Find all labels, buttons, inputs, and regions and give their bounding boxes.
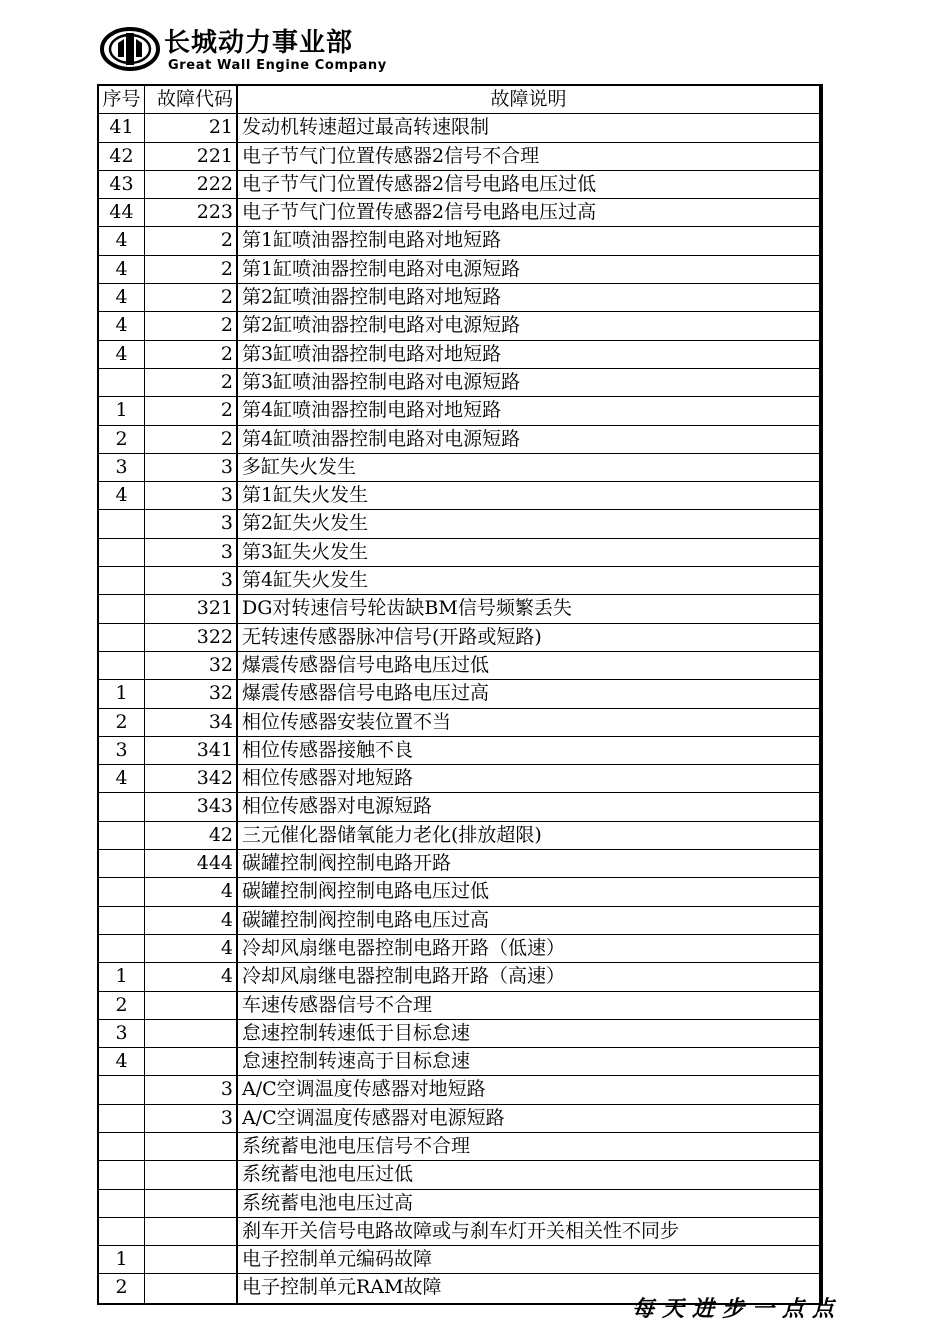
cell-fault-code [145, 1020, 238, 1047]
table-row [99, 171, 819, 199]
cell-fault-code: 223 [145, 199, 238, 226]
cell-index [99, 1161, 145, 1188]
cell-fault-code: 342 [145, 765, 238, 792]
cell-description: 第4缸喷油器控制电路对电源短路 [242, 427, 521, 450]
cell-fault-code [145, 1218, 238, 1245]
company-name-en: Great Wall Engine Company [168, 58, 387, 73]
table-row [99, 878, 819, 906]
table-row [99, 1048, 819, 1076]
cell-description: DG对转速信号轮齿缺BM信号频繁丢失 [242, 597, 572, 620]
table-row [99, 114, 819, 142]
table-row [99, 1020, 819, 1048]
column-header-code: 故障代码 [145, 86, 238, 113]
table-row [99, 312, 819, 340]
cell-index: 3 [99, 454, 145, 481]
cell-index: 43 [99, 171, 145, 198]
table-row [99, 284, 819, 312]
cell-description: 电子控制单元编码故障 [242, 1248, 433, 1271]
cell-description: 第3缸喷油器控制电路对电源短路 [242, 370, 521, 393]
column-header-index: 序号 [99, 86, 145, 113]
table-row [99, 624, 819, 652]
fault-code-table [97, 84, 823, 1305]
table-row [99, 595, 819, 623]
cell-fault-code: 343 [145, 793, 238, 820]
cell-description: 第1缸喷油器控制电路对电源短路 [242, 257, 521, 280]
cell-fault-code: 444 [145, 850, 238, 877]
cell-description: A/C空调温度传感器对电源短路 [242, 1106, 505, 1129]
cell-description: 第1缸失火发生 [242, 484, 369, 507]
cell-fault-code [145, 992, 238, 1019]
cell-description: 刹车开关信号电路故障或与刹车灯开关相关性不同步 [242, 1219, 680, 1242]
cell-index [99, 878, 145, 905]
company-logo [100, 27, 420, 77]
cell-index: 4 [99, 312, 145, 339]
cell-fault-code [145, 1274, 238, 1302]
table-row [99, 1218, 819, 1246]
cell-fault-code: 42 [145, 822, 238, 849]
cell-fault-code: 3 [145, 1105, 238, 1132]
table-row [99, 765, 819, 793]
cell-fault-code: 4 [145, 907, 238, 934]
table-row [99, 1105, 819, 1133]
cell-index: 4 [99, 482, 145, 509]
cell-fault-code: 2 [145, 397, 238, 424]
cell-index: 41 [99, 114, 145, 141]
cell-index [99, 369, 145, 396]
cell-description: 发动机转速超过最高转速限制 [242, 116, 490, 139]
cell-fault-code: 341 [145, 737, 238, 764]
cell-fault-code: 2 [145, 256, 238, 283]
cell-description: 电子控制单元RAM故障 [242, 1276, 442, 1299]
cell-fault-code: 34 [145, 709, 238, 736]
table-row [99, 454, 819, 482]
cell-description: 第2缸喷油器控制电路对电源短路 [242, 314, 521, 337]
cell-fault-code: 3 [145, 539, 238, 566]
cell-description: 电子节气门位置传感器2信号电路电压过高 [242, 201, 597, 224]
cell-fault-code: 3 [145, 567, 238, 594]
cell-description: 第1缸喷油器控制电路对地短路 [242, 229, 502, 252]
table-row [99, 1190, 819, 1218]
table-row [99, 510, 819, 538]
cell-fault-code: 4 [145, 963, 238, 990]
cell-index [99, 539, 145, 566]
cell-fault-code [145, 1190, 238, 1217]
cell-fault-code: 32 [145, 652, 238, 679]
cell-fault-code [145, 1246, 238, 1273]
cell-index: 4 [99, 227, 145, 254]
cell-index [99, 822, 145, 849]
cell-index [99, 652, 145, 679]
cell-fault-code: 2 [145, 312, 238, 339]
cell-fault-code: 2 [145, 369, 238, 396]
table-row [99, 907, 819, 935]
cell-description: 相位传感器安装位置不当 [242, 710, 452, 733]
table-row [99, 992, 819, 1020]
table-row [99, 567, 819, 595]
cell-fault-code: 4 [145, 935, 238, 962]
cell-fault-code: 321 [145, 595, 238, 622]
cell-description: 第3缸失火发生 [242, 540, 369, 563]
cell-description: 碳罐控制阀控制电路电压过高 [242, 908, 490, 931]
cell-fault-code: 21 [145, 114, 238, 141]
table-row [99, 793, 819, 821]
cell-fault-code: 3 [145, 454, 238, 481]
cell-index: 1 [99, 397, 145, 424]
cell-fault-code [145, 1048, 238, 1075]
cell-index: 4 [99, 341, 145, 368]
cell-index: 2 [99, 1274, 145, 1302]
cell-fault-code: 32 [145, 680, 238, 707]
cell-description: 相位传感器对电源短路 [242, 795, 433, 818]
cell-index [99, 1105, 145, 1132]
cell-fault-code: 2 [145, 341, 238, 368]
table-row [99, 227, 819, 255]
cell-description: 相位传感器对地短路 [242, 767, 414, 790]
cell-description: 多缸失火发生 [242, 455, 357, 478]
cell-index: 1 [99, 680, 145, 707]
table-row [99, 1161, 819, 1189]
company-name-cn: 长城动力事业部 [164, 28, 354, 58]
cell-index: 1 [99, 963, 145, 990]
cell-description: 无转速传感器脉冲信号(开路或短路) [242, 625, 542, 648]
cell-description: 冷却风扇继电器控制电路开路（高速） [242, 965, 566, 988]
table-row [99, 963, 819, 991]
cell-description: 第4缸喷油器控制电路对地短路 [242, 399, 502, 422]
column-header-description: 故障说明 [490, 88, 567, 110]
cell-index [99, 510, 145, 537]
cell-description: 系统蓄电池电压过低 [242, 1163, 414, 1186]
cell-fault-code: 221 [145, 143, 238, 170]
cell-index [99, 1190, 145, 1217]
cell-index: 4 [99, 1048, 145, 1075]
table-row [99, 1076, 819, 1104]
table-row [99, 256, 819, 284]
cell-index: 2 [99, 992, 145, 1019]
table-row [99, 1246, 819, 1274]
cell-description: 系统蓄电池电压信号不合理 [242, 1134, 471, 1157]
cell-index: 4 [99, 256, 145, 283]
cell-description: 爆震传感器信号电路电压过低 [242, 653, 490, 676]
table-row [99, 482, 819, 510]
cell-index: 44 [99, 199, 145, 226]
cell-index [99, 907, 145, 934]
cell-index: 4 [99, 284, 145, 311]
cell-description: 碳罐控制阀控制电路电压过低 [242, 880, 490, 903]
cell-description: 怠速控制转速高于目标怠速 [242, 1050, 471, 1073]
cell-fault-code: 3 [145, 510, 238, 537]
table-row [99, 369, 819, 397]
cell-description: A/C空调温度传感器对地短路 [242, 1078, 486, 1101]
cell-index [99, 935, 145, 962]
cell-index [99, 567, 145, 594]
cell-index [99, 624, 145, 651]
cell-index: 3 [99, 1020, 145, 1047]
table-row [99, 199, 819, 227]
cell-index [99, 1133, 145, 1160]
table-row [99, 1133, 819, 1161]
cell-index: 1 [99, 1246, 145, 1273]
table-row [99, 341, 819, 369]
cell-fault-code: 2 [145, 426, 238, 453]
cell-fault-code: 222 [145, 171, 238, 198]
table-row [99, 709, 819, 737]
cell-description: 第2缸失火发生 [242, 512, 369, 535]
cell-index: 3 [99, 737, 145, 764]
cell-description: 第4缸失火发生 [242, 569, 369, 592]
cell-index: 2 [99, 426, 145, 453]
cell-description: 爆震传感器信号电路电压过高 [242, 682, 490, 705]
cell-description: 第2缸喷油器控制电路对地短路 [242, 286, 502, 309]
cell-fault-code: 3 [145, 482, 238, 509]
cell-fault-code [145, 1161, 238, 1188]
table-row [99, 539, 819, 567]
cell-description: 碳罐控制阀控制电路开路 [242, 852, 452, 875]
cell-description: 电子节气门位置传感器2信号不合理 [242, 144, 540, 167]
table-row [99, 426, 819, 454]
table-row [99, 397, 819, 425]
table-row [99, 143, 819, 171]
table-row [99, 822, 819, 850]
table-row [99, 850, 819, 878]
cell-fault-code: 2 [145, 284, 238, 311]
cell-index [99, 1218, 145, 1245]
cell-index: 42 [99, 143, 145, 170]
cell-fault-code: 2 [145, 227, 238, 254]
cell-index [99, 1076, 145, 1103]
cell-index [99, 793, 145, 820]
cell-index: 4 [99, 765, 145, 792]
cell-fault-code: 322 [145, 624, 238, 651]
cell-description: 车速传感器信号不合理 [242, 993, 433, 1016]
table-row [99, 680, 819, 708]
cell-index [99, 850, 145, 877]
cell-description: 电子节气门位置传感器2信号电路电压过低 [242, 172, 597, 195]
cell-index [99, 595, 145, 622]
great-wall-logo-icon [100, 27, 160, 71]
cell-description: 相位传感器接触不良 [242, 738, 414, 761]
cell-index: 2 [99, 709, 145, 736]
table-row [99, 935, 819, 963]
table-header-row [99, 86, 819, 114]
cell-description: 冷却风扇继电器控制电路开路（低速） [242, 936, 566, 959]
cell-description: 怠速控制转速低于目标怠速 [242, 1021, 471, 1044]
footer-motto: 每天进步一点点 [632, 1296, 843, 1322]
table-row [99, 737, 819, 765]
cell-fault-code [145, 1133, 238, 1160]
cell-fault-code: 4 [145, 878, 238, 905]
table-row [99, 652, 819, 680]
cell-description: 第3缸喷油器控制电路对地短路 [242, 342, 502, 365]
cell-description: 三元催化器储氧能力老化(排放超限) [242, 823, 542, 846]
cell-description: 系统蓄电池电压过高 [242, 1191, 414, 1214]
cell-fault-code: 3 [145, 1076, 238, 1103]
